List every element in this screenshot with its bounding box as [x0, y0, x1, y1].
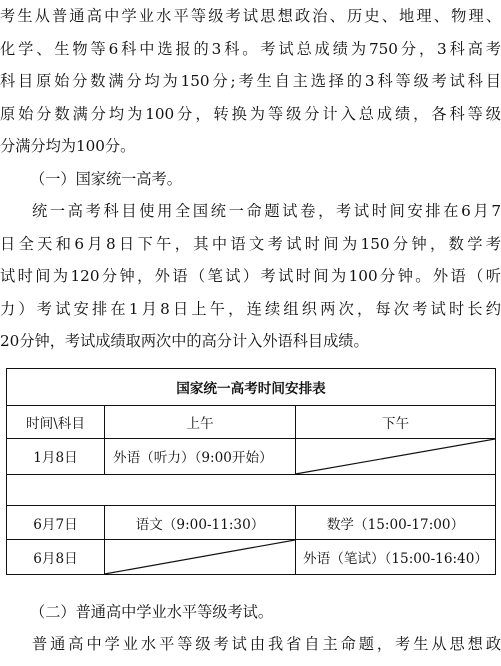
paragraph-3-line-1: 普通高中学业水平等级考试由我省自主命题，考生从思想政 [32, 635, 501, 653]
table-title: 国家统一高考时间安排表 [7, 369, 496, 406]
row-2-afternoon: 数学（15:00-17:00） [296, 506, 496, 540]
row-1-morning: 外语（听力）（9:00开始） [105, 438, 296, 474]
paragraph-2-line-2: 日全天和6月8日下午，其中语文考试时间为150分钟，数学考 [0, 235, 501, 253]
header-corner-cell: 时间\科目 [7, 405, 105, 438]
exam-schedule-table [6, 368, 496, 575]
row-1-afternoon-empty [296, 438, 496, 474]
paragraph-1-line-2: 化学、生物等6科中选报的3科。考试总成绩为750分，3科高考 [0, 40, 501, 58]
row-3-afternoon: 外语（笔试）（15:00-16:40） [296, 540, 496, 575]
row-3-date: 6月8日 [7, 540, 105, 575]
table-row [7, 540, 496, 575]
header-afternoon: 下午 [296, 405, 496, 438]
section-2-heading: （二）普通高中学业水平等级考试。 [30, 603, 273, 621]
paragraph-2-line-3: 试时间为120分钟，外语（笔试）考试时间为100分钟。外语（听 [0, 267, 501, 285]
table-row [7, 438, 496, 474]
diagonal-line-icon [296, 439, 495, 474]
spacer-cell [7, 474, 496, 506]
paragraph-1-line-3: 科目原始分数满分均为150分;考生自主选择的3科等级考试科目 [0, 72, 501, 90]
row-2-morning: 语文（9:00-11:30） [105, 506, 296, 540]
section-1-heading: （一）国家统一高考。 [30, 170, 182, 188]
paragraph-2-line-1: 统一高考科目使用全国统一命题试卷，考试时间安排在6月7 [32, 202, 501, 220]
table-spacer-row [7, 474, 496, 506]
paragraph-1-line-4: 原始分数满分均为100分，转换为等级分计入总成绩，各科等级 [0, 105, 501, 123]
table-row [7, 506, 496, 540]
row-2-date: 6月7日 [7, 506, 105, 540]
paragraph-2-line-5: 20分钟，考试成绩取两次中的高分计入外语科目成绩。 [0, 332, 369, 350]
diagonal-line-icon [105, 540, 295, 574]
row-3-morning-empty [105, 540, 296, 575]
header-morning: 上午 [105, 405, 296, 438]
paragraph-1-line-1: 考生从普通高中学业水平等级考试思想政治、历史、地理、物理、 [0, 7, 501, 25]
row-1-date: 1月8日 [7, 438, 105, 474]
paragraph-1-line-5: 分满分均为100分。 [0, 137, 136, 155]
paragraph-2-line-4: 力）考试安排在1月8日上午，连续组织两次，每次考试时长约 [0, 300, 501, 318]
